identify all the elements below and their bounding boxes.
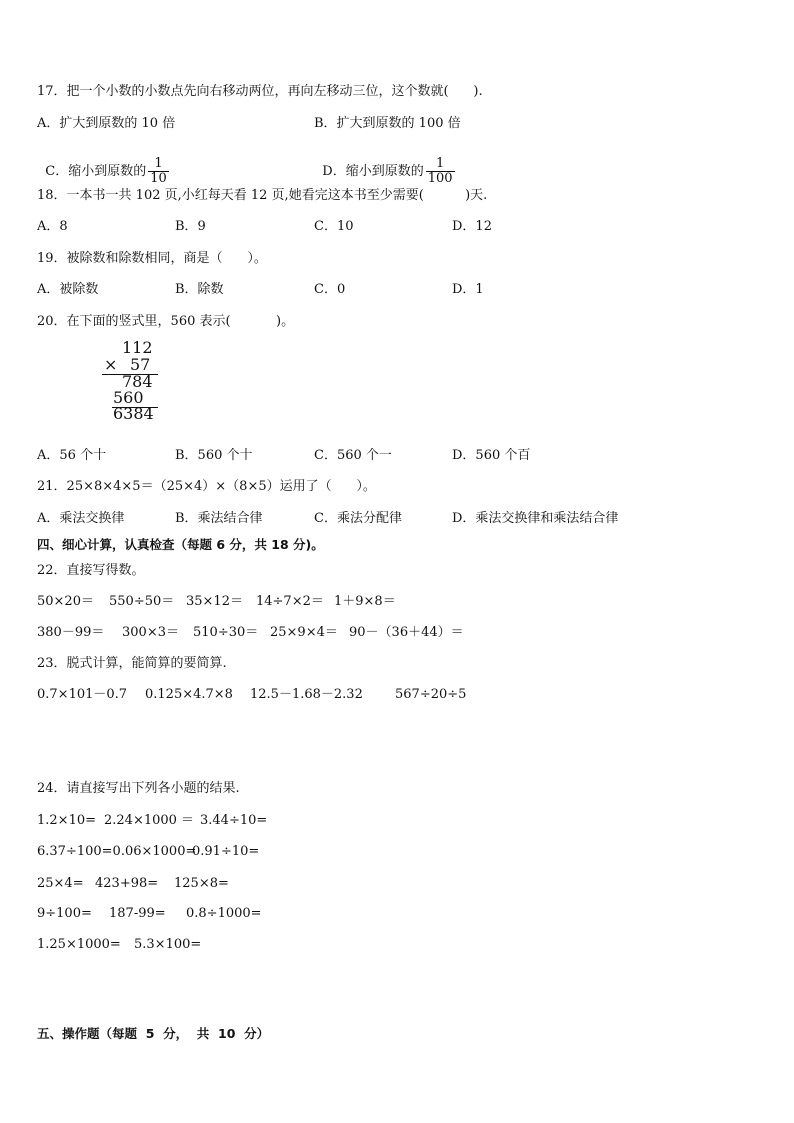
fraction-numerator: 1 [426,157,455,172]
q21-option-b: B．乘法结合律 [175,511,263,526]
q22-item: 550÷50＝ [109,594,175,609]
q17-option-b: B．扩大到原数的 100 倍 [314,116,461,131]
q17-option-a: A．扩大到原数的 10 倍 [37,116,176,131]
q24-item: 423+98= [95,876,159,891]
q19-option-c: C．0 [314,282,346,297]
q17-option-c-text: C．缩小到原数的 [45,164,147,179]
q22-item: 14÷7×2＝ [256,594,324,609]
q24-item: 0.91÷10= [192,844,260,859]
fraction-denominator: 100 [427,171,453,186]
q19-option-d: D．1 [452,282,484,297]
q20-option-b: B．560 个十 [175,448,253,463]
q23-item: 0.125×4.7×8 [145,687,233,702]
q24-item: 2.24×1000 ＝ [104,813,195,828]
q21-stem: 21．25×8×4×5＝（25×4）×（8×5）运用了（ ）。 [37,479,376,494]
q18-option-b: B．9 [175,219,206,234]
q23-item: 567÷20÷5 [395,687,467,702]
q18-option-c: C．10 [314,219,354,234]
q22-item: 380－99＝ [37,625,105,640]
q22-item: 510÷30＝ [193,625,259,640]
q24-item: 1.25×1000= [37,937,121,952]
q17-option-d [314,141,455,186]
q20-option-c: C．560 个一 [314,448,392,463]
q24-item: 125×8= [174,876,229,891]
q24-item: 187-99= [109,906,166,921]
fraction [148,157,169,186]
vertical-multiplicand: 112 [122,338,153,357]
q22-item: 35×12＝ [186,594,243,609]
q17-option-c [37,141,169,186]
fraction-denominator: 10 [150,171,167,186]
q22-item: 1＋9×8＝ [334,594,396,609]
q21-option-d: D．乘法交换律和乘法结合律 [452,511,619,526]
vertical-partial-2: 560 [113,388,144,407]
vertical-multiplication [100,340,170,424]
q24-item: 6.37÷100=0.06×1000= [37,844,197,859]
vertical-partial-1: 784 [122,372,153,391]
fraction [426,157,455,186]
q17-stem: 17．把一个小数的小数点先向右移动两位，再向左移动三位，这个数就( ). [37,84,483,99]
q22-stem: 22．直接写得数。 [37,563,145,578]
q17-option-d-text: D．缩小到原数的 [322,164,424,179]
q24-item: 25×4= [37,876,84,891]
q23-item: 12.5－1.68－2.32 [250,687,363,702]
q24-item: 9÷100= [37,906,92,921]
q24-item: 5.3×100= [134,937,202,952]
q22-item: 300×3＝ [122,625,179,640]
q22-item: 50×20＝ [37,594,94,609]
q21-option-a: A．乘法交换律 [37,511,125,526]
vertical-operator: × [104,355,118,374]
vertical-multiplier: 57 [130,355,151,374]
fraction-numerator: 1 [148,157,169,172]
q20-option-d: D．560 个百 [452,448,531,463]
q18-option-d: D．12 [452,219,492,234]
q18-stem: 18．一本书一共 102 页,小红每天看 12 页,她看完这本书至少需要( )天. [37,188,488,203]
section-5-title: 五、操作题（每题 5 分， 共 10 分） [37,1026,270,1041]
q20-stem: 20．在下面的竖式里，560 表示( )。 [37,314,295,329]
q24-item: 0.8÷1000= [186,906,262,921]
q22-item: 25×9×4＝ [270,625,338,640]
q20-option-a: A．56 个十 [37,448,107,463]
q19-stem: 19．被除数和除数相同，商是（ ）。 [37,251,267,266]
q22-item: 90－（36＋44）＝ [349,625,464,640]
section-4-title: 四、细心计算，认真检查（每题 6 分，共 18 分)。 [37,537,324,552]
vertical-result: 6384 [113,404,154,423]
q21-option-c: C．乘法分配律 [314,511,402,526]
q24-item: 3.44÷10= [200,813,268,828]
q23-stem: 23．脱式计算，能简算的要简算. [37,656,227,671]
q24-stem: 24．请直接写出下列各小题的结果. [37,781,240,796]
q23-item: 0.7×101－0.7 [37,687,128,702]
q24-item: 1.2×10= [37,813,97,828]
q18-option-a: A．8 [37,219,68,234]
q19-option-b: B．除数 [175,282,224,297]
q19-option-a: A．被除数 [37,282,99,297]
